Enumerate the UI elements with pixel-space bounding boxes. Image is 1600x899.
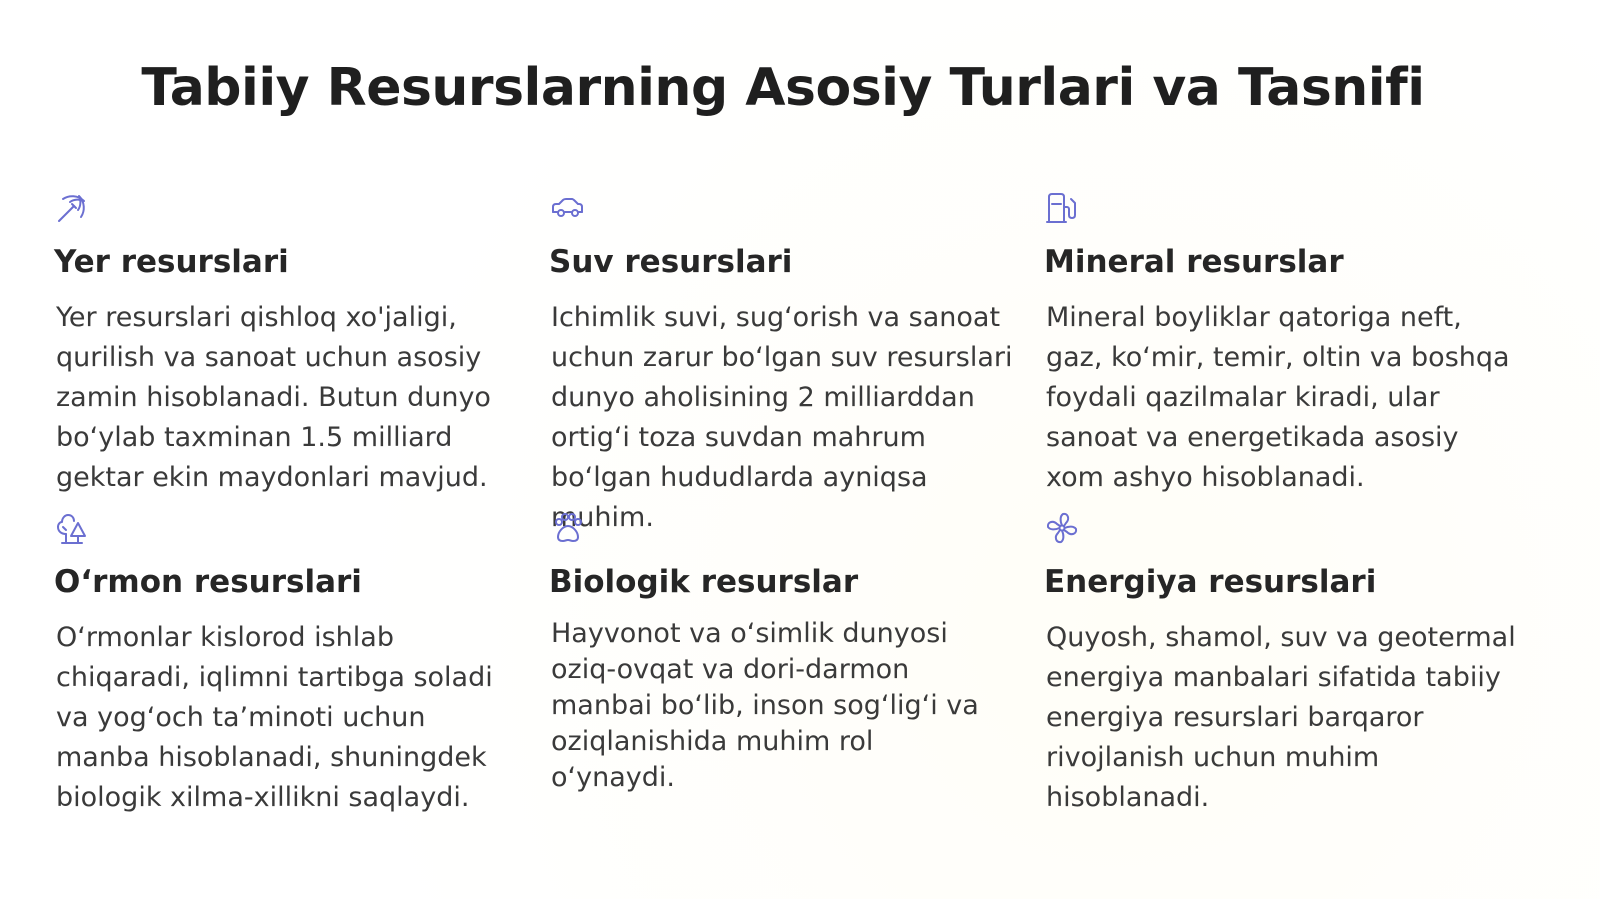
fuel-pump-icon <box>1044 190 1080 226</box>
card-title: Yer resurslari <box>54 244 289 280</box>
card-description: Quyosh, shamol, suv va geotermal energiya manbalari sifatida tabiiy energiya resurslari barqaror rivojlanish uchun muhim hisoblanadi. <box>1046 622 1516 813</box>
fan-icon <box>1044 510 1080 546</box>
card-description: Hayvonot va o‘simlik dunyosi oziq-ovqat va dori-darmon manbai bo‘lib, inson sog‘lig‘i va oziqlanishida muhim rol o‘ynaydi. <box>551 618 979 793</box>
card-title: O‘rmon resurslari <box>54 564 362 600</box>
page-title: Tabiiy Resurslarning Asosiy Turlari va Tasnifi <box>141 58 1425 118</box>
pickaxe-icon <box>54 190 90 226</box>
card-description: O‘rmonlar kislorod ishlab chiqaradi, iqlimni tartibga soladi va yog‘och ta’minoti uchun manba hisoblanadi, shuningdek biologik xilma-xillikni saqlaydi. <box>56 622 493 813</box>
card-title: Suv resurslari <box>549 244 793 280</box>
paw-icon <box>549 510 585 546</box>
card-title: Mineral resurslar <box>1044 244 1344 280</box>
trees-icon <box>54 510 90 546</box>
card-description: Ichimlik suvi, sug‘orish va sanoat uchun zarur bo‘lgan suv resurslari dunyo aholisining 2 milliarddan ortig‘i toza suvdan mahrum bo‘lgan hududlarda ayniqsa muhim. <box>551 302 1013 533</box>
card-title: Biologik resurslar <box>549 564 859 600</box>
car-icon <box>549 190 585 226</box>
card-title: Energiya resurslari <box>1044 564 1377 600</box>
card-description: Mineral boyliklar qatoriga neft, gaz, ko‘mir, temir, oltin va boshqa foydali qazilmalar kiradi, ular sanoat va energetikada asosiy xom ashyo hisoblanadi. <box>1046 302 1510 493</box>
card-description: Yer resurslari qishloq xo'jaligi, qurilish va sanoat uchun asosiy zamin hisoblanadi. Butun dunyo bo‘ylab taxminan 1.5 milliard gektar ekin maydonlari mavjud. <box>56 302 491 493</box>
